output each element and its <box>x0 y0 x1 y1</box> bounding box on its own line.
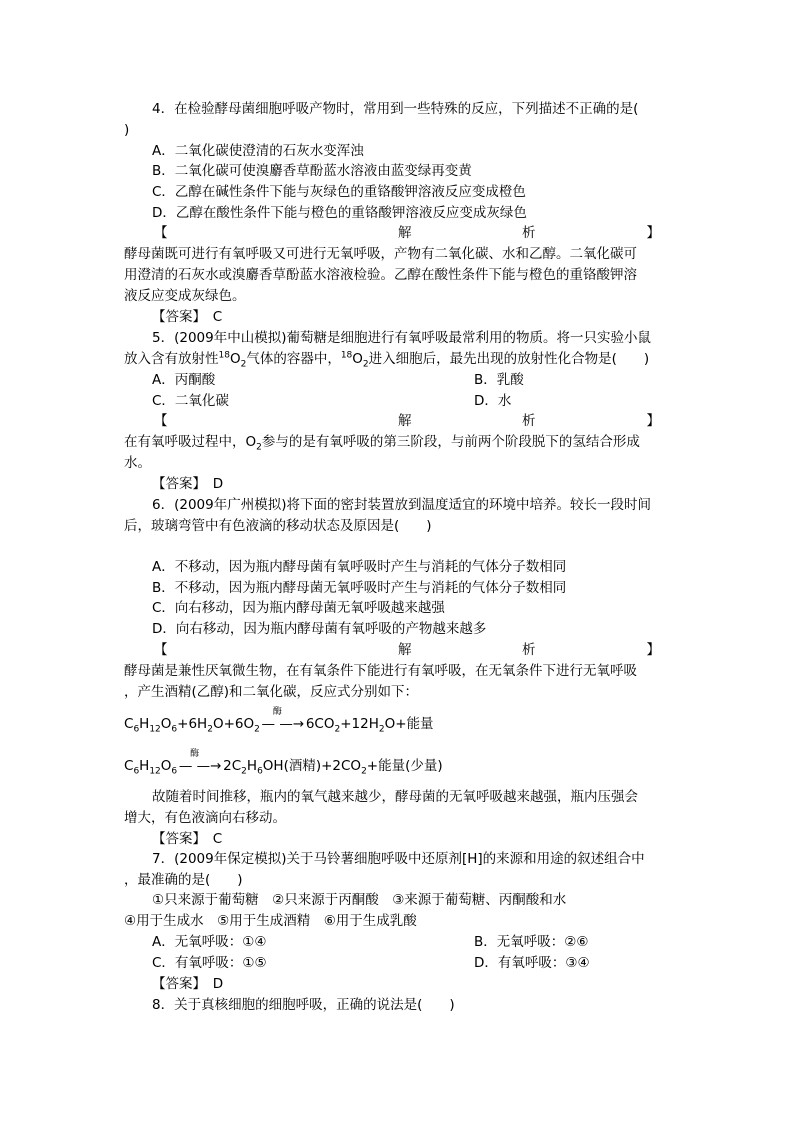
q6-option-b: B．不移动，因为瓶内酵母菌无氧呼吸时产生与消耗的气体分子数相同 <box>152 580 567 596</box>
q7-stem-line1: 7．(2009年保定模拟)关于马铃薯细胞呼吸中还原剂[H]的来源和用途的叙述组合中 <box>152 851 645 867</box>
q5-explanation-line1: 在有氧呼吸过程中，$O_2$参与的是有氧呼吸的第三阶段，与前两个阶段脱下的氢结合形成 <box>124 434 640 453</box>
q4-option-b: B．二氧化碳可使溴麝香草酚蓝水溶液由蓝变绿再变黄 <box>152 163 472 179</box>
q6-stem-line1: 6．(2009年广州模拟)将下面的密封装置放到温度适宜的环境中培养。较长一段时间 <box>152 497 651 513</box>
q4-stem-line1: 4．在检验酵母菌细胞呼吸产物时，常用到一些特殊的反应，下列描述不正确的是( <box>152 101 639 117</box>
document-page: 4．在检验酵母菌细胞呼吸产物时，常用到一些特殊的反应，下列描述不正确的是( ) A．二氧化碳使澄清的石灰水变浑浊 B．二氧化碳可使溴麝香草酚蓝水溶液由蓝变绿再变黄 C．乙醇在碱性条件下能与灰绿色的重铬酸钾溶液反应变成橙色 D．乙醇在酸性条件下能与橙色的重铬酸钾溶液反应变成灰绿色 【 解 析 】 酵母菌既可进行有氧呼吸又可进行无氧呼吸，产物有二氧化碳、水和乙醇。二氧化碳可 用澄清的石灰水或溴麝香草酚蓝水溶液检验。乙醇在酸性条件下能与橙色的重铬酸钾溶 液反应变成灰绿色。 【答案】 C 5．(2009年中山模拟)葡萄糖是细胞进行有氧呼吸最常利用的物质。将一只实验小鼠 放入含有放射性$^{18}O_2$气体的容器中，$^{18}O_2$进入细胞后，最先出现的放射性化合物是( ) A．丙酮酸 B．乳酸 C．二氧化碳 D．水 【 解 析 】 在有氧呼吸过程中，$O_2$参与的是有氧呼吸的第三阶段，与前两个阶段脱下的氢结合形成 水。 【答案】 D 6．(2009年广州模拟)将下面的密封装置放到温度适宜的环境中培养。较长一段时间 后，玻璃弯管中有色液滴的移动状态及原因是( ) A．不移动，因为瓶内酵母菌有氧呼吸时产生与消耗的气体分子数相同 B．不移动，因为瓶内酵母菌无氧呼吸时产生与消耗的气体分子数相同 C．向右移动，因为瓶内酵母菌无氧呼吸越来越强 D．向右移动，因为瓶内酵母菌有氧呼吸的产物越来越多 【 解 析 】 酵母菌是兼性厌氧微生物，在有氧条件下能进行有氧呼吸，在无氧条件下进行无氧呼吸 ，产生酒精(乙醇)和二氧化碳，反应式分别如下： $C_6H_{12}O_6+6H_2O+6O_2$ 酶 — —→ $6CO_2+12H_2O+$能量 $C_6H_{12}O_6$ 酶 — —→ $2C_2H_6OH$(酒精)$+2CO_2+$能量(少量) 故随着时间推移，瓶内的氧气越来越少，酵母菌的无氧呼吸越来越强，瓶内压强会 增大，有色液滴向右移动。 【答案】 C 7．(2009年保定模拟)关于马铃薯细胞呼吸中还原剂[H]的来源和用途的叙述组合中 ，最准确的是( ) ①只来源于葡萄糖 ②只来源于丙酮酸 ③来源于葡萄糖、丙酮酸和水 ④用于生成水 ⑤用于生成酒精 ⑥用于生成乳酸 A．无氧呼吸：①④ B．无氧呼吸：②⑥ C．有氧呼吸：①⑤ D．有氧呼吸：③④ 【答案】 D 8．关于真核细胞的细胞呼吸，正确的说法是( ) <box>0 0 794 1123</box>
q6-answer: 【答案】 C <box>152 831 223 847</box>
q6-stem-line2: 后，玻璃弯管中有色液滴的移动状态及原因是( ) <box>124 518 432 534</box>
enzyme-arrow: 酶 — —→ <box>261 707 305 732</box>
q7-option-b: B．无氧呼吸：②⑥ <box>474 934 589 950</box>
q7-option-d: D．有氧呼吸：③④ <box>474 955 590 971</box>
q7-items-line2: ④用于生成水 ⑤用于生成酒精 ⑥用于生成乳酸 <box>124 913 417 929</box>
aerobic-equation: $C_6H_{12}O_6+6H_2O+6O_2$ 酶 — —→ $6CO_2+12H_2O+$能量 <box>124 707 434 735</box>
q6-option-d: D．向右移动，因为瓶内酵母菌有氧呼吸的产物越来越多 <box>152 621 487 637</box>
q7-items-line1: ①只来源于葡萄糖 ②只来源于丙酮酸 ③来源于葡萄糖、丙酮酸和水 <box>152 892 567 908</box>
analysis-bracket-left: 【 <box>154 225 168 241</box>
q4-explanation-line2: 用澄清的石灰水或溴麝香草酚蓝水溶液检验。乙醇在酸性条件下能与橙色的重铬酸钾溶 <box>124 267 637 283</box>
q5-option-b: B．乳酸 <box>474 372 524 388</box>
q5-stem-line2: 放入含有放射性$^{18}O_2$气体的容器中，$^{18}O_2$进入细胞后，最先出现的放射性化合物是( ) <box>124 350 650 370</box>
q7-answer: 【答案】 D <box>152 976 224 992</box>
q5-stem-line1: 5．(2009年中山模拟)葡萄糖是细胞进行有氧呼吸最常利用的物质。将一只实验小鼠 <box>152 330 651 346</box>
q6-conclusion-line2: 增大，有色液滴向右移动。 <box>124 810 286 826</box>
q6-explanation-line1: 酵母菌是兼性厌氧微生物，在有氧条件下能进行有氧呼吸，在无氧条件下进行无氧呼吸 <box>124 663 637 679</box>
q7-option-c: C．有氧呼吸：①⑤ <box>152 955 267 971</box>
q5-option-a: A．丙酮酸 <box>152 372 216 388</box>
anaerobic-equation: $C_6H_{12}O_6$ 酶 — —→ $2C_2H_6OH$(酒精)$+2CO_2+$能量(少量) <box>124 749 443 777</box>
analysis-bracket-right: 】 <box>646 225 660 241</box>
q6-option-a: A．不移动，因为瓶内酵母菌有氧呼吸时产生与消耗的气体分子数相同 <box>152 559 567 575</box>
q5-option-d: D．水 <box>474 393 512 409</box>
q4-option-c: C．乙醇在碱性条件下能与灰绿色的重铬酸钾溶液反应变成橙色 <box>152 184 526 200</box>
q5-option-c: C．二氧化碳 <box>152 393 229 409</box>
q4-stem-line2: ) <box>124 122 130 138</box>
q6-explanation-line2: ，产生酒精(乙醇)和二氧化碳，反应式分别如下： <box>124 684 419 700</box>
q6-option-c: C．向右移动，因为瓶内酵母菌无氧呼吸越来越强 <box>152 600 445 616</box>
q4-option-d: D．乙醇在酸性条件下能与橙色的重铬酸钾溶液反应变成灰绿色 <box>152 205 527 221</box>
q4-explanation-line3: 液反应变成灰绿色。 <box>124 288 246 304</box>
q7-option-a: A．无氧呼吸：①④ <box>152 934 267 950</box>
enzyme-arrow: 酶 — —→ <box>178 749 222 774</box>
q5-answer: 【答案】 D <box>152 476 224 492</box>
analysis-char-2: 析 <box>522 225 536 241</box>
q4-explanation-line1: 酵母菌既可进行有氧呼吸又可进行无氧呼吸，产物有二氧化碳、水和乙醇。二氧化碳可 <box>124 246 637 262</box>
analysis-char-1: 解 <box>398 225 412 241</box>
q8-stem: 8．关于真核细胞的细胞呼吸，正确的说法是( ) <box>152 997 455 1013</box>
q5-explanation-line2: 水。 <box>124 455 151 471</box>
q4-answer: 【答案】 C <box>152 309 223 325</box>
q7-stem-line2: ，最准确的是( ) <box>124 872 243 888</box>
q6-conclusion-line1: 故随着时间推移，瓶内的氧气越来越少，酵母菌的无氧呼吸越来越强，瓶内压强会 <box>152 789 638 805</box>
q4-option-a: A．二氧化碳使澄清的石灰水变浑浊 <box>152 143 364 159</box>
